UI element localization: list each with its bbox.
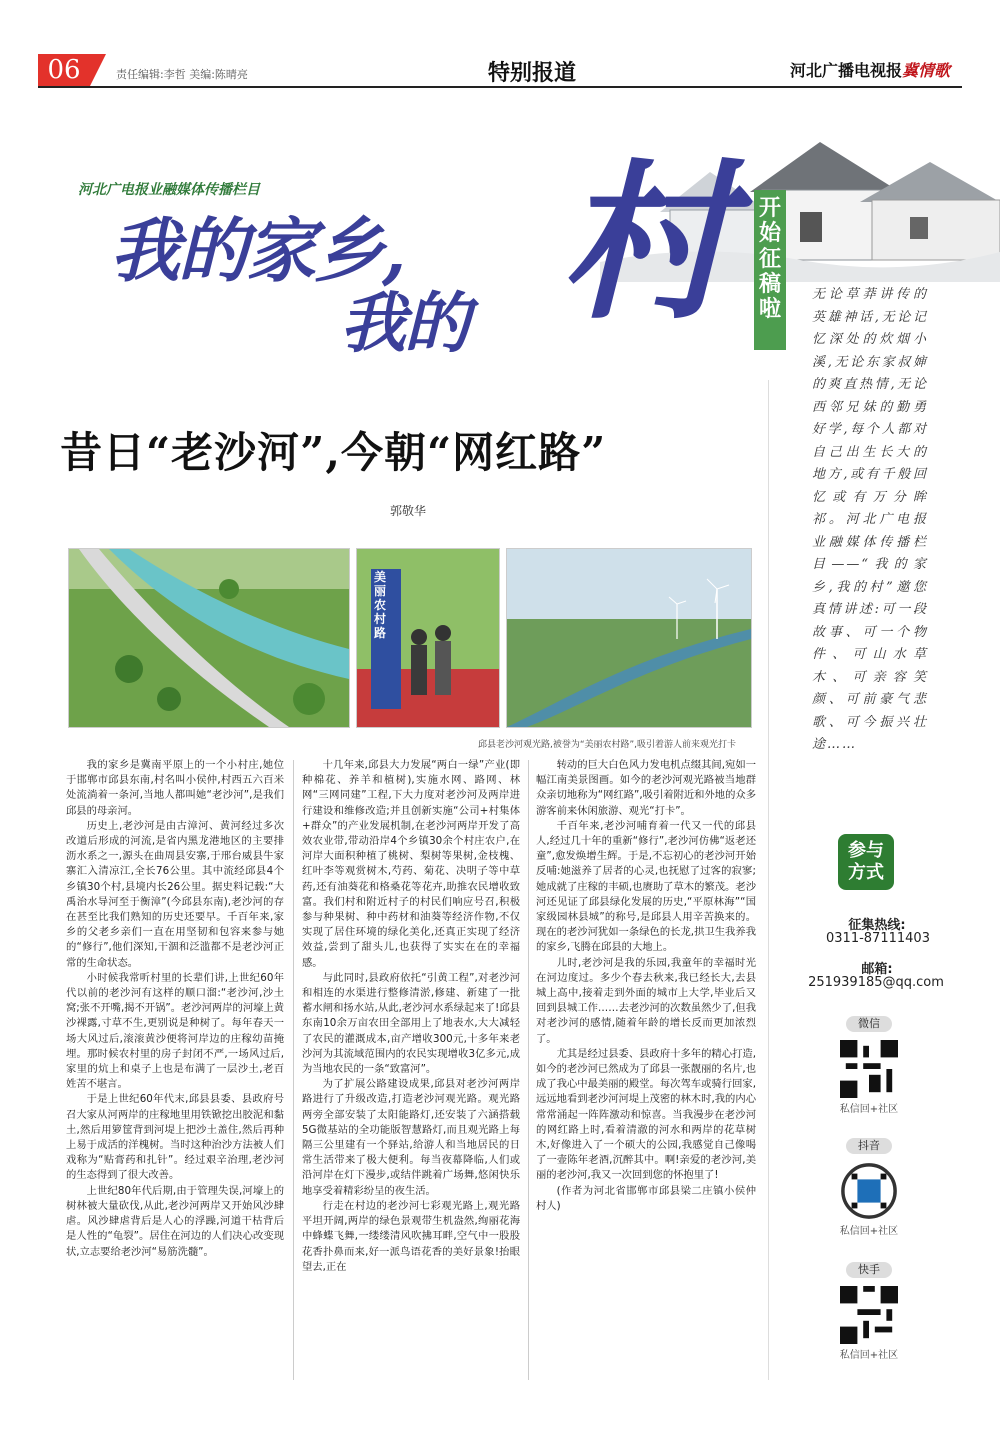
photo-caption: 邱县老沙河观光路,被誉为“美丽农村路”,吸引着游人前来观光打卡 <box>478 740 737 750</box>
qr-tab-douyin: 抖音 <box>846 1138 892 1154</box>
badge-char: 征 <box>758 246 781 272</box>
paragraph: 上世纪80年代后期,由于管理失误,河壕上的树林被大量砍伐,从此,老沙河两岸又开始风沙肆虐。风沙肆虐背后是人心的浮躁,河道干枯背后是人性的“龟裂”。居住在河边的人们决心改变现状,立志要给老沙河“易筋洗髓”。 <box>66 1184 284 1258</box>
article-column-3 <box>536 758 756 1214</box>
paper-name: 河北广播电视报 <box>790 61 903 80</box>
mail-label: 邮箱: <box>861 962 893 977</box>
section-title: 特别报道 <box>488 61 577 86</box>
column-label: 河北广电报业融媒体传播栏目 <box>78 182 260 198</box>
sidebar-divider <box>768 380 769 1380</box>
sign-text: 美丽农村路 <box>373 570 386 640</box>
header-rule <box>38 86 962 88</box>
hotline-number: 0311-87111403 <box>826 931 930 946</box>
paragraph: 历史上,老沙河是由古漳河、黄河经过多次改道后形成的河流,是省内黑龙港地区的主要排沥水系之一,源头在曲周县安寨,于邢台威县牛家寨汇入清凉江,全长76公里。其中流经邱县4个乡镇30个村,县境内长26公里。据史料记载:“大禹治水导河至于衡漳”(今邱县东南),老沙河的存在甚至比我们熟知的历史还要早。千百年来,家乡的父老乡亲们一直在用坚韧和包容来参与她的“修行”,他们深知,干涸和泛滥都不是老沙河正常的生命状态。 <box>66 819 284 969</box>
paper-name-script: 冀情歌 <box>902 61 951 80</box>
column-intro: 无论草莽讲传的英雄神话,无论记忆深处的炊烟小溪,无论东家叔婶的爽直热情,无论西邻兄妹的勤勇好学,每个人都对自己出生长大的地方,或有千般回忆或有万分眸祁。河北广电报业融媒体传播栏目——“我的家乡,我的村”邀您真情讲述:可一段故事、可一个物件、可山水草木、可亲容笑颜、可前豪气悲歌、可今振兴壮途…… <box>812 287 928 752</box>
column-divider <box>293 760 294 1380</box>
qr-tab-wechat: 微信 <box>846 1016 892 1032</box>
article-column-1 <box>66 758 284 1260</box>
paragraph: 转动的巨大白色风力发电机点缀其间,宛如一幅江南美景图画。如今的老沙河观光路被当地群众亲切地称为“网红路”,吸引着附近和外地的众多游客前来休闲旅游、观光“打卡”。 <box>536 759 756 817</box>
paragraph: 与此同时,县政府依托“引黄工程”,对老沙河和相连的水渠进行整修清淤,修建、新建了一批蓄水闸和扬水站,从此,老沙河水系绿起来了!邱县东南10余万亩农田全部用上了地表水,大大减轻了农民的灌溉成本,亩产增收300元,十多年来老沙河为其流域范围内的农民实现增收3亿多元,成为当地农民的一条“致富河”。 <box>302 971 520 1076</box>
paragraph: 十几年来,邱县大力发展“两白一绿”产业(即种棉花、养羊和植树),实施水网、路网、林网“三网同建”工程,下大力度对老沙河及两岸进行建设和维修改造;并且创新实施“公司+村集体+群众”的产业发展机制,在老沙河两岸开发了高效农业带,带动沿岸4个乡镇30余个村庄农户,在河岸大面积种植了桃树、梨树等果树,金枝槐、红叶李等观赏树木,芍药、菊花、决明子等中草药,还有油葵花和格桑花等花卉,助推农民增收致富。我们村和附近村子的村民们响应号召,积极参与种果树、种中药材和油葵等经济作物,不仅实现了居住环境的绿化美化,还真正实现了经济效益,尝到了甜头儿,也获得了实实在在的幸福感。 <box>302 759 520 969</box>
badge-char: 始 <box>758 221 781 247</box>
qr-code-icon <box>840 1040 898 1098</box>
mail-address: 251939185@qq.com <box>808 975 944 990</box>
qr-caption: 私信回+社区 <box>839 1226 899 1237</box>
banner-title-line2: 我的 <box>340 284 468 362</box>
paper-masthead <box>790 58 950 81</box>
river-aerial-photo <box>68 548 350 728</box>
badge-char: 稿 <box>758 271 781 297</box>
paragraph: 千百年来,老沙河哺育着一代又一代的邱县人,经过几十年的重新“修行”,老沙河仿佛“返老还童”,愈发焕增生辉。于是,不忘初心的老沙河开始反哺:她滋养了居者的心灵,也抚慰了过客的寂寥;她成就了庄稼的丰硕,也赓助了草木的繁茂。老沙河还见证了邱县绿化发展的历史,“平原林海”“国家级园林县城”的称号,是邱县人用辛苦换来的。现在的老沙河犹如一条绿色的长龙,拱卫生我养我的家乡,飞腾在邱县的大地上。 <box>536 819 756 954</box>
qr-code-icon <box>840 1286 898 1344</box>
paragraph: 为了扩展公路建设成果,邱县对老沙河两岸路进行了升级改造,打造老沙河观光路。观光路两旁全部安装了太阳能路灯,还安装了六涵搭载5G微基站的全功能版智慧路灯,而且观光路上每隔三公里建有一个驿站,给游人和当地居民的日常生活带来了极大便利。每当夜幕降临,人们或沿河岸在灯下漫步,或结伴跳着广场舞,悠闲快乐地享受着精彩纷呈的夜生活。 <box>302 1078 520 1197</box>
qr-code-icon <box>840 1162 898 1220</box>
banner-title-big-char: 村 <box>560 143 731 343</box>
paragraph: 儿时,老沙河是我的乐园,我童年的幸福时光在河边度过。多少个春去秋来,我已经长大,去县城上高中,接着走到外面的城市上大学,毕业后又回到县城工作……去老沙河的次数虽然少了,但我对老沙河的感情,随着年龄的增长反而更加浓烈了。 <box>536 956 756 1045</box>
article-column-2 <box>302 758 520 1275</box>
paragraph: 行走在村边的老沙河七彩观光路上,观光路平坦开阔,两岸的绿色景观带生机盎然,绚丽花海中蜂蝶飞舞,一缕缕清风吹拂耳畔,空气中一股股花香扑鼻而来,好一派鸟语花香的美好景象!抬眼望去,正在 <box>302 1199 520 1273</box>
author-note: (作者为河北省邯郸市邱县梁二庄镇小侯仲村人) <box>536 1184 756 1212</box>
paragraph: 于是上世纪60年代末,邱县县委、县政府号召大家从河两岸的庄稼地里用铁锨挖出胶泥和黏土,然后用箩筐背到河堤上把沙土盖住,然后再种上易于成活的洋槐树。当时这种治沙方法被人们戏称为“贴膏药和扎针”。经过艰辛治理,老沙河的生态得到了很大改善。 <box>66 1093 284 1182</box>
banner-title-line1: 我的家乡, <box>110 209 405 292</box>
hotline-label: 征集热线: <box>848 918 906 933</box>
call-for-submissions-badge <box>754 190 786 350</box>
article-author: 郭敬华 <box>390 504 427 518</box>
river-windmill-photo <box>506 548 752 728</box>
participation-badge <box>838 834 894 890</box>
qr-tab-kuaishou: 快手 <box>846 1262 892 1278</box>
badge-char: 开 <box>758 196 781 221</box>
paragraph: 尤其是经过县委、县政府十多年的精心打造,如今的老沙河已然成为了邱县一张靓丽的名片,也成了我心中最美丽的殿堂。每次驾车或骑行回家,远远地看到老沙河河堤上茂密的林木时,我的内心常常涌起一阵阵激动和惊喜。当我漫步在老沙河的网红路上时,看着清澈的河水和两岸的花草树木,好像进入了一个硕大的公园,我感觉自己像喝了一壶陈年老酒,沉醉其中。啊!亲爱的老沙河,美丽的老沙河,我又一次回到您的怀抱里了! <box>536 1047 756 1182</box>
badge-char: 啦 <box>758 297 781 323</box>
join-line1: 参与 <box>848 840 884 861</box>
join-line2: 方式 <box>848 862 884 883</box>
paragraph: 小时候我常听村里的长辈们讲,上世纪60年代以前的老沙河有这样的顺口溜:“老沙河,沙土窝;张不开嘴,揭不开锅”。老沙河两岸的河壕上黄沙裸露,寸草不生,更别说是种树了。每年春天一场大风过后,滚滚黄沙便将河岸边的庄稼幼苗掩埋。那时候农村里的房子封闭不严,一场风过后,家里的炕上和桌子上也是布满了一层沙土,老百姓苦不堪言。 <box>66 971 285 1091</box>
editor-credits: 责任编辑:李哲 美编:陈晴亮 <box>116 68 248 81</box>
page-number: 06 <box>38 54 90 86</box>
column-divider <box>528 760 529 1380</box>
paragraph: 我的家乡是冀南平原上的一个小村庄,她位于邯郸市邱县东南,村名叫小侯仲,村西五六百米处流淌着一条河,当地人都叫她“老沙河”,是我们邱县的母亲河。 <box>66 759 284 817</box>
qr-caption: 私信回+社区 <box>839 1104 899 1115</box>
qr-caption: 私信回+社区 <box>839 1350 899 1361</box>
article-title: 昔日“老沙河”,今朝“网红路” <box>60 428 607 477</box>
